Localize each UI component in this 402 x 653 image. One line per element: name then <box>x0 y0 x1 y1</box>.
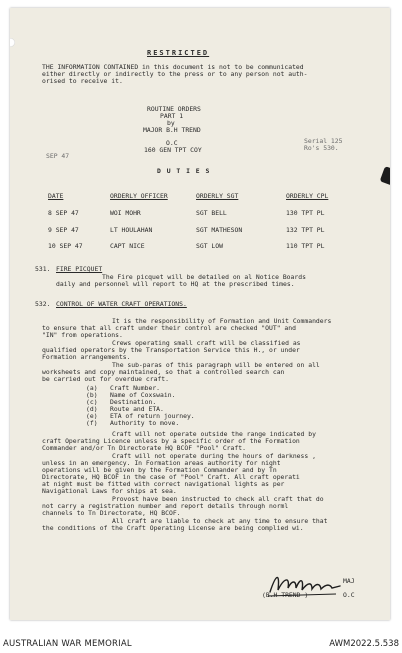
table-cell: 8 SEP 47 <box>48 209 79 217</box>
list-item: Authority to move. <box>110 419 180 427</box>
column-header: ORDERLY OFFICER <box>110 192 168 200</box>
list-marker: (f) <box>86 419 98 427</box>
table-cell: SGT MATHESON <box>196 226 243 234</box>
body-line: All craft are liable to check at any time to ensure that <box>112 517 328 525</box>
list-marker: (c) <box>86 398 98 406</box>
table-cell: 9 SEP 47 <box>48 226 79 234</box>
warning-line: orised to receive it. <box>42 77 123 85</box>
body-line: Craft will not operate during the hours of darkness , <box>112 452 316 460</box>
body-line: Crews operating small craft will be classified as <box>112 339 301 347</box>
list-item: Route and ETA. <box>110 405 164 413</box>
signatory-appointment: O.C <box>343 591 355 599</box>
body-line: at night must be fitted with correct navigational lights as per <box>42 480 285 488</box>
orders-title: ROUTINE ORDERS <box>147 105 201 113</box>
orders-issuer: MAJOR B.H TREND <box>143 126 201 134</box>
body-line: to ensure that all craft under their control are checked "OUT" and <box>42 324 296 332</box>
section-number: 531. <box>35 265 51 273</box>
orders-appointment: O.C <box>166 139 178 147</box>
paper-clip <box>380 166 390 186</box>
column-header: ORDERLY SGT <box>196 192 239 200</box>
orders-by: by <box>167 119 175 127</box>
footer-bar <box>0 624 402 653</box>
section-number: 532. <box>35 300 51 308</box>
body-line: Commander and/or Tn Directorate HQ BCOF "Pool" Craft. <box>42 444 246 452</box>
accession-number: AWM2022.5.538 <box>329 639 399 649</box>
section-heading: CONTROL OF WATER CRAFT OPERATIONS. <box>56 300 187 308</box>
list-marker: (d) <box>86 405 98 413</box>
table-cell: CAPT NICE <box>110 242 145 250</box>
body-line: The Fire picquet will be detailed on al Notice Boards <box>102 273 306 281</box>
warning-line: THE INFORMATION CONTAINED in this document is not to be communicated <box>42 63 304 71</box>
body-line: It is the responsibility of Formation and Unit Commanders <box>112 317 332 325</box>
body-line: craft Operating Licence unless by a specific order of the Formation <box>42 437 300 445</box>
orders-part: PART 1 <box>160 112 184 120</box>
document-classification: RESTRICTED <box>147 49 210 57</box>
body-line: be carried out for overdue craft. <box>42 375 169 383</box>
ro-number: Ro's 530. <box>304 144 339 152</box>
table-cell: 110 TPT PL <box>286 242 325 250</box>
body-line: Formation arrangements. <box>42 353 131 361</box>
body-line: Craft will not operate outside the range indicated by <box>112 430 316 438</box>
body-line: not carry a registration number and report details through norml <box>42 502 289 510</box>
list-marker: (a) <box>86 384 98 392</box>
body-line: Navigational Laws for ships at sea. <box>42 487 177 495</box>
body-line: Provost have been instructed to check all craft that do <box>112 495 324 503</box>
signatory-name: (B.H TREND ) <box>262 591 309 599</box>
column-header: DATE <box>48 192 64 200</box>
institution-name: AUSTRALIAN WAR MEMORIAL <box>3 639 132 649</box>
body-line: daily and personnel will report to HQ at the prescribed times. <box>56 280 295 288</box>
punch-hole <box>10 38 15 47</box>
signatory-rank: MAJ <box>343 577 355 585</box>
list-marker: (e) <box>86 412 98 420</box>
date-stub: SEP 47 <box>46 152 70 160</box>
document-page <box>10 8 390 620</box>
table-cell: SGT LOW <box>196 242 223 250</box>
duties-title: D U T I E S <box>157 167 211 175</box>
warning-line: either directly or indirectly to the press or to any person not auth- <box>42 70 308 78</box>
list-item: ETA of return journey. <box>110 412 195 420</box>
table-cell: 132 TPT PL <box>286 226 325 234</box>
section-heading: FIRE PICQUET <box>56 265 103 273</box>
body-line: The sub-paras of this paragraph will be entered on all <box>112 361 320 369</box>
list-marker: (b) <box>86 391 98 399</box>
list-item: Name of Coxswain. <box>110 391 176 399</box>
table-cell: SGT BELL <box>196 209 227 217</box>
body-line: Directorate, HQ BCOF in the case of "Pool" Craft. All craft operati <box>42 473 300 481</box>
list-item: Craft Number. <box>110 384 161 392</box>
body-line: the conditions of the Craft Operating License are being complied wi. <box>42 524 304 532</box>
body-line: qualified operators by the Transportation Service this H., or under <box>42 346 300 354</box>
body-line: "IN" from operations. <box>42 331 123 339</box>
orders-unit: 160 GEN TPT COY <box>144 146 202 154</box>
body-line: unless in an emergency. In Formation areas authority for night <box>42 459 281 467</box>
body-line: worksheets and copy maintained, so that a controlled search can <box>42 368 285 376</box>
body-line: channels to Tn Directorate, HQ BCOF. <box>42 509 181 517</box>
table-cell: LT HOULAHAN <box>110 226 153 234</box>
column-header: ORDERLY CPL <box>286 192 329 200</box>
serial-number: Serial 125 <box>304 137 343 145</box>
body-line: operations will be given by the Formation Commander and by Tn <box>42 466 277 474</box>
table-cell: 130 TPT PL <box>286 209 325 217</box>
list-item: Destination. <box>110 398 157 406</box>
table-cell: WOI MOHR <box>110 209 141 217</box>
table-cell: 10 SEP 47 <box>48 242 83 250</box>
